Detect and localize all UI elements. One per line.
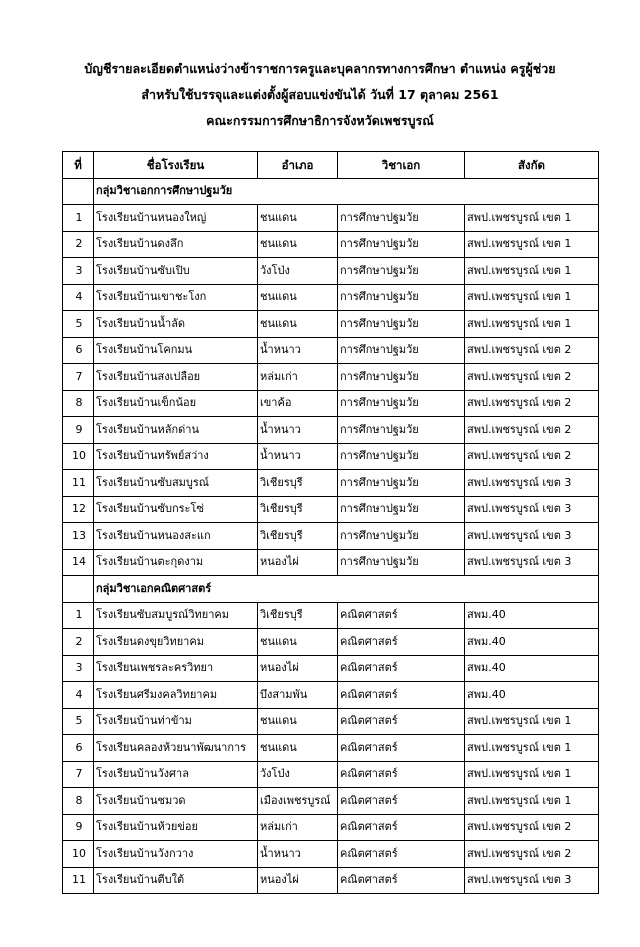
row-number: 12: [63, 496, 94, 523]
table-row: [63, 205, 599, 232]
school-name: โรงเรียนบ้านเข็กน้อย: [94, 390, 258, 417]
affiliation: สพป.เพชรบูรณ์ เขต 2: [465, 417, 599, 444]
school-name: โรงเรียนศรีมงคลวิทยาคม: [94, 682, 258, 709]
district: วิเชียรบุรี: [258, 470, 338, 497]
district: ชนแดน: [258, 708, 338, 735]
row-number: 3: [63, 258, 94, 285]
district: ชนแดน: [258, 629, 338, 656]
affiliation: สพป.เพชรบูรณ์ เขต 2: [465, 841, 599, 868]
table-row: [63, 496, 599, 523]
affiliation: สพป.เพชรบูรณ์ เขต 1: [465, 735, 599, 762]
major: การศึกษาปฐมวัย: [338, 496, 465, 523]
table-row: [63, 284, 599, 311]
major: การศึกษาปฐมวัย: [338, 549, 465, 576]
title-line-3: คณะกรรมการศึกษาธิการจังหวัดเพชรบูรณ์: [206, 113, 434, 128]
major: การศึกษาปฐมวัย: [338, 470, 465, 497]
district: วังโป่ง: [258, 258, 338, 285]
major: การศึกษาปฐมวัย: [338, 390, 465, 417]
district: บึงสามพัน: [258, 682, 338, 709]
district: หล่มเก่า: [258, 814, 338, 841]
major: การศึกษาปฐมวัย: [338, 364, 465, 391]
table-row: [63, 231, 599, 258]
group-number-cell: [63, 178, 94, 205]
district: หนองไผ่: [258, 655, 338, 682]
affiliation: สพป.เพชรบูรณ์ เขต 3: [465, 523, 599, 550]
table-row: [63, 867, 599, 894]
district: วิเชียรบุรี: [258, 602, 338, 629]
table-row: [63, 655, 599, 682]
district: ชนแดน: [258, 311, 338, 338]
school-name: โรงเรียนเพชรละครวิทยา: [94, 655, 258, 682]
major: คณิตศาสตร์: [338, 735, 465, 762]
affiliation: สพป.เพชรบูรณ์ เขต 1: [465, 284, 599, 311]
row-number: 7: [63, 761, 94, 788]
table-row: [63, 443, 599, 470]
affiliation: สพป.เพชรบูรณ์ เขต 3: [465, 496, 599, 523]
school-name: โรงเรียนบ้านซับสมบูรณ์: [94, 470, 258, 497]
school-name: โรงเรียนบ้านทรัพย์สว่าง: [94, 443, 258, 470]
school-name: โรงเรียนซับสมบูรณ์วิทยาคม: [94, 602, 258, 629]
group-header-row: [63, 576, 599, 603]
row-number: 7: [63, 364, 94, 391]
row-number: 4: [63, 682, 94, 709]
table-row: [63, 735, 599, 762]
group-title: กลุ่มวิชาเอกคณิตศาสตร์: [94, 576, 599, 603]
table-row: [63, 311, 599, 338]
table-row: [63, 364, 599, 391]
affiliation: สพป.เพชรบูรณ์ เขต 2: [465, 814, 599, 841]
district: หนองไผ่: [258, 867, 338, 894]
district: วิเชียรบุรี: [258, 496, 338, 523]
row-number: 1: [63, 602, 94, 629]
row-number: 11: [63, 470, 94, 497]
major: การศึกษาปฐมวัย: [338, 231, 465, 258]
row-number: 6: [63, 735, 94, 762]
table-row: [63, 417, 599, 444]
table-row: [63, 761, 599, 788]
table-row: [63, 629, 599, 656]
affiliation: สพป.เพชรบูรณ์ เขต 2: [465, 390, 599, 417]
table-row: [63, 549, 599, 576]
major: คณิตศาสตร์: [338, 602, 465, 629]
district: น้ำหนาว: [258, 443, 338, 470]
major: การศึกษาปฐมวัย: [338, 417, 465, 444]
row-number: 8: [63, 390, 94, 417]
school-name: โรงเรียนบ้านน้ำลัด: [94, 311, 258, 338]
school-name: โรงเรียนบ้านวังกวาง: [94, 841, 258, 868]
affiliation: สพม.40: [465, 682, 599, 709]
district: ชนแดน: [258, 284, 338, 311]
major: การศึกษาปฐมวัย: [338, 311, 465, 338]
affiliation: สพม.40: [465, 602, 599, 629]
group-number-cell: [63, 576, 94, 603]
major: การศึกษาปฐมวัย: [338, 523, 465, 550]
district: เขาค้อ: [258, 390, 338, 417]
affiliation: สพป.เพชรบูรณ์ เขต 3: [465, 470, 599, 497]
affiliation: สพป.เพชรบูรณ์ เขต 2: [465, 337, 599, 364]
school-name: โรงเรียนบ้านหนองใหญ่: [94, 205, 258, 232]
table-row: [63, 258, 599, 285]
row-number: 10: [63, 841, 94, 868]
row-number: 2: [63, 231, 94, 258]
major: คณิตศาสตร์: [338, 708, 465, 735]
district: ชนแดน: [258, 735, 338, 762]
major: การศึกษาปฐมวัย: [338, 258, 465, 285]
table-row: [63, 788, 599, 815]
school-name: โรงเรียนบ้านหลักด่าน: [94, 417, 258, 444]
row-number: 9: [63, 814, 94, 841]
major: คณิตศาสตร์: [338, 841, 465, 868]
affiliation: สพป.เพชรบูรณ์ เขต 2: [465, 364, 599, 391]
school-name: โรงเรียนบ้านดงลึก: [94, 231, 258, 258]
affiliation: สพป.เพชรบูรณ์ เขต 1: [465, 708, 599, 735]
district: ชนแดน: [258, 205, 338, 232]
row-number: 8: [63, 788, 94, 815]
row-number: 2: [63, 629, 94, 656]
major: การศึกษาปฐมวัย: [338, 284, 465, 311]
district: ชนแดน: [258, 231, 338, 258]
affiliation: สพป.เพชรบูรณ์ เขต 3: [465, 867, 599, 894]
vacancy-table: [62, 151, 599, 894]
row-number: 6: [63, 337, 94, 364]
school-name: โรงเรียนบ้านท่าข้าม: [94, 708, 258, 735]
affiliation: สพป.เพชรบูรณ์ เขต 1: [465, 231, 599, 258]
major: คณิตศาสตร์: [338, 655, 465, 682]
major: คณิตศาสตร์: [338, 867, 465, 894]
major: คณิตศาสตร์: [338, 814, 465, 841]
school-name: โรงเรียนบ้านห้วยข่อย: [94, 814, 258, 841]
row-number: 5: [63, 311, 94, 338]
affiliation: สพม.40: [465, 655, 599, 682]
major: การศึกษาปฐมวัย: [338, 205, 465, 232]
table-row: [63, 337, 599, 364]
title-line-2: สำหรับใช้บรรจุและแต่งตั้งผู้สอบแข่งขันได้ วันที่ 17 ตุลาคม 2561: [141, 87, 499, 102]
district: เมืองเพชรบูรณ์: [258, 788, 338, 815]
row-number: 1: [63, 205, 94, 232]
major: คณิตศาสตร์: [338, 629, 465, 656]
group-header-row: [63, 178, 599, 205]
major: การศึกษาปฐมวัย: [338, 443, 465, 470]
header-district: อำเภอ: [258, 152, 338, 179]
district: หนองไผ่: [258, 549, 338, 576]
school-name: โรงเรียนบ้านเขาชะโงก: [94, 284, 258, 311]
affiliation: สพป.เพชรบูรณ์ เขต 1: [465, 205, 599, 232]
school-name: โรงเรียนบ้านโคกมน: [94, 337, 258, 364]
school-name: โรงเรียนบ้านตะกุดงาม: [94, 549, 258, 576]
school-name: โรงเรียนบ้านสงเปลือย: [94, 364, 258, 391]
major: คณิตศาสตร์: [338, 761, 465, 788]
school-name: โรงเรียนดงขุยวิทยาคม: [94, 629, 258, 656]
school-name: โรงเรียนบ้านวังศาล: [94, 761, 258, 788]
row-number: 3: [63, 655, 94, 682]
group-title: กลุ่มวิชาเอกการศึกษาปฐมวัย: [94, 178, 599, 205]
affiliation: สพป.เพชรบูรณ์ เขต 1: [465, 788, 599, 815]
row-number: 14: [63, 549, 94, 576]
affiliation: สพป.เพชรบูรณ์ เขต 1: [465, 761, 599, 788]
school-name: โรงเรียนบ้านหนองสะแก: [94, 523, 258, 550]
affiliation: สพป.เพชรบูรณ์ เขต 2: [465, 443, 599, 470]
table-row: [63, 708, 599, 735]
header-school: ชื่อโรงเรียน: [94, 152, 258, 179]
table-row: [63, 841, 599, 868]
school-name: โรงเรียนคลองห้วยนาพัฒนาการ: [94, 735, 258, 762]
header-number: ที่: [63, 152, 94, 179]
major: การศึกษาปฐมวัย: [338, 337, 465, 364]
header-major: วิชาเอก: [338, 152, 465, 179]
school-name: โรงเรียนบ้านซับเปิบ: [94, 258, 258, 285]
table-body: [63, 178, 599, 894]
row-number: 10: [63, 443, 94, 470]
major: คณิตศาสตร์: [338, 788, 465, 815]
affiliation: สพป.เพชรบูรณ์ เขต 3: [465, 549, 599, 576]
row-number: 13: [63, 523, 94, 550]
district: วิเชียรบุรี: [258, 523, 338, 550]
district: น้ำหนาว: [258, 841, 338, 868]
document-title: [0, 56, 640, 134]
table-row: [63, 523, 599, 550]
header-affiliation: สังกัด: [465, 152, 599, 179]
table-header-row: [63, 152, 599, 179]
major: คณิตศาสตร์: [338, 682, 465, 709]
school-name: โรงเรียนบ้านซับกระโซ่: [94, 496, 258, 523]
table-row: [63, 814, 599, 841]
district: น้ำหนาว: [258, 337, 338, 364]
district: วังโป่ง: [258, 761, 338, 788]
table-row: [63, 682, 599, 709]
district: น้ำหนาว: [258, 417, 338, 444]
school-name: โรงเรียนบ้านตีบใต้: [94, 867, 258, 894]
affiliation: สพป.เพชรบูรณ์ เขต 1: [465, 258, 599, 285]
row-number: 4: [63, 284, 94, 311]
table-row: [63, 602, 599, 629]
table-row: [63, 470, 599, 497]
title-line-1: บัญชีรายละเอียดตำแหน่งว่างข้าราชการครูและบุคลากรทางการศึกษา ตำแหน่ง ครูผู้ช่วย: [84, 61, 556, 76]
table-row: [63, 390, 599, 417]
row-number: 11: [63, 867, 94, 894]
school-name: โรงเรียนบ้านชมวด: [94, 788, 258, 815]
row-number: 5: [63, 708, 94, 735]
affiliation: สพป.เพชรบูรณ์ เขต 1: [465, 311, 599, 338]
affiliation: สพม.40: [465, 629, 599, 656]
district: หล่มเก่า: [258, 364, 338, 391]
row-number: 9: [63, 417, 94, 444]
